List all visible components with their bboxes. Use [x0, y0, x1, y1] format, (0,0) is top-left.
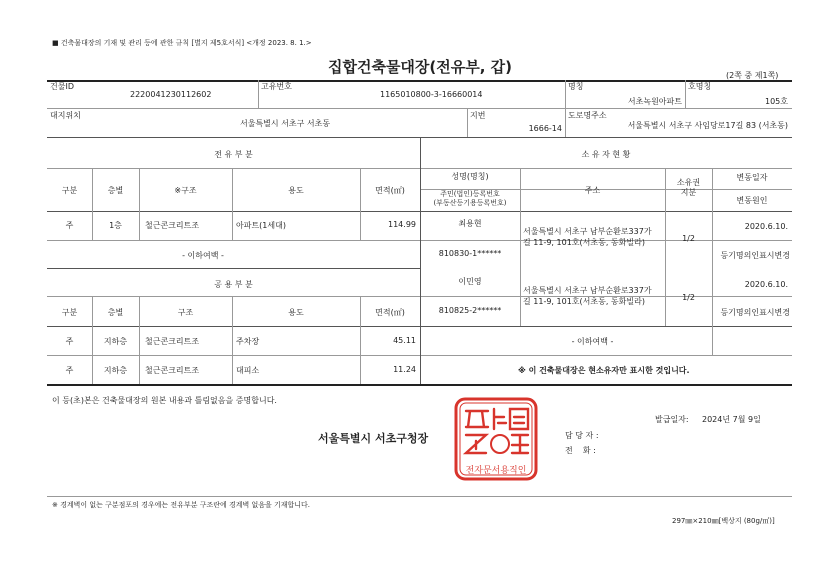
- col-floor: 층별: [107, 186, 124, 195]
- name-label: 명칭: [568, 82, 584, 91]
- owner-address: 서울특별시 서초구 남부순환로337가 길 11-9, 101호(서초동, 동화빌라): [523, 286, 652, 306]
- blank-marker: - 이하여백 -: [571, 337, 614, 346]
- table-row-floor: 지하층: [103, 337, 128, 346]
- road-address: 서울특별시 서초구 사임당로17길 83 (서초동): [627, 121, 788, 130]
- table-row-structure: 철근콘크리트조: [145, 337, 200, 346]
- building-name: 서초녹원아파트: [627, 97, 682, 106]
- col-change-date: 변동일자: [736, 173, 768, 182]
- col-divider: [258, 80, 259, 108]
- exclusive-section-label: 전 유 부 분: [214, 150, 253, 159]
- building-id-label: 건물ID: [50, 82, 74, 91]
- table-row-use: 주차장: [236, 337, 260, 346]
- owner-regno: 810825-2******: [438, 306, 502, 315]
- table-row-kind: 주: [65, 221, 74, 230]
- col-structure: 구조: [177, 308, 194, 317]
- blank-marker: - 이하여백 -: [182, 251, 224, 260]
- official-seal: [454, 397, 538, 481]
- row-divider: [712, 189, 792, 190]
- col-area: 면적(㎡): [375, 308, 405, 317]
- site-label: 대지위치: [50, 111, 81, 120]
- col-owner-name: 성명(명칭): [451, 172, 489, 181]
- col-divider: [467, 108, 468, 137]
- unit-name-label: 호명칭: [688, 82, 712, 91]
- building-id: 2220041230112602: [130, 90, 212, 99]
- table-row-area: 11.24: [393, 365, 416, 374]
- table-row-kind: 주: [65, 337, 74, 346]
- owner-change-reason: 등기명의인표시변경: [720, 251, 790, 260]
- table-row-area: 45.11: [393, 336, 416, 345]
- table-row-floor: 지하층: [103, 366, 128, 375]
- owner-share: 1/2: [682, 234, 695, 243]
- phone-label: 전 화 :: [565, 446, 596, 455]
- owner-address: 서울특별시 서초구 남부순환로337가 길 11-9, 101호(서초동, 동화빌라): [523, 227, 652, 247]
- col-divider: [685, 80, 686, 108]
- table-row-kind: 주: [65, 366, 74, 375]
- table-row-structure: 철근콘크리트조: [145, 221, 200, 230]
- table-bottom-border: [47, 384, 792, 386]
- svg-text:전자문서용직인: 전자문서용직인: [465, 466, 527, 476]
- table-top-border: [47, 80, 792, 82]
- col-change-reason: 변동원인: [736, 196, 768, 205]
- issue-date-label: 발급일자:: [655, 415, 689, 424]
- col-divider: [360, 168, 361, 240]
- col-divider: [139, 168, 140, 240]
- owner-regno: 810830-1******: [438, 249, 502, 258]
- owner-change-reason: 등기명의인표시변경: [720, 308, 790, 317]
- contact-label: 담 당 자 :: [565, 431, 599, 440]
- row-divider: [47, 296, 420, 297]
- owner-share: 1/2: [682, 293, 695, 302]
- unit-name: 105호: [765, 97, 788, 106]
- owner-change-date: 2020.6.10.: [744, 222, 788, 231]
- issuer-name: 서울특별시 서초구청장: [318, 432, 429, 445]
- col-divider: [565, 108, 566, 137]
- col-use: 용도: [288, 308, 304, 317]
- table-row-use: 아파트(1세대): [236, 221, 286, 230]
- col-owner-address: 주소: [584, 186, 601, 195]
- col-floor: 층별: [107, 308, 124, 317]
- owner-name: 이민영: [458, 277, 482, 286]
- owner-name: 최용현: [458, 219, 482, 228]
- site-address: 서울특별시 서초구 서초동: [240, 119, 331, 128]
- form-reference-note: ■ 건축물대장의 기재 및 관리 등에 관한 규칙 [별지 제5호서식] <개정 2023. 8. 1.>: [52, 39, 312, 47]
- table-row-structure: 철근콘크리트조: [145, 366, 200, 375]
- paper-spec: 297㎜×210㎜[백상지 (80g/㎡)]: [672, 517, 775, 525]
- owner-change-date: 2020.6.10.: [744, 280, 788, 289]
- col-area: 면적(㎡): [375, 186, 405, 195]
- page-info: (2쪽 중 제1쪽): [726, 71, 779, 80]
- row-divider: [47, 108, 792, 109]
- unique-no-label: 고유번호: [261, 82, 292, 91]
- table-row-area: 114.99: [388, 220, 416, 229]
- common-section-label: 공 용 부 분: [214, 280, 253, 289]
- footer-divider: [47, 496, 792, 497]
- seal-icon: [454, 397, 538, 481]
- col-owner-share: 소유권 지분: [676, 178, 701, 197]
- col-structure: ※구조: [174, 186, 197, 195]
- col-owner-regno: 주민(법인)등록번호 (부동산등기용등록번호): [433, 190, 507, 207]
- col-kind: 구분: [61, 186, 78, 195]
- col-use: 용도: [288, 186, 304, 195]
- owner-section-label: 소 유 자 현 황: [581, 150, 631, 159]
- document-title: 집합건축물대장(전유부, 갑): [327, 58, 513, 76]
- issue-date: 2024년 7월 9일: [702, 415, 761, 424]
- lot-number: 1666-14: [528, 124, 562, 133]
- col-divider: [232, 168, 233, 240]
- footer-note: ※ 경계벽이 없는 구분점포의 경우에는 전유부분 구조란에 경계벽 없음을 기재합니다.: [52, 501, 311, 509]
- unique-no: 1165010800-3-16660014: [380, 90, 483, 99]
- lot-label: 지번: [470, 111, 486, 120]
- certification-text: 이 등(초)본은 건축물대장의 원본 내용과 틀림없음을 증명합니다.: [52, 396, 277, 405]
- road-label: 도로명주소: [568, 111, 607, 120]
- table-row-use: 대피소: [236, 366, 260, 375]
- row-divider: [47, 268, 420, 269]
- table-row-floor: 1층: [109, 221, 122, 230]
- col-kind: 구분: [61, 308, 78, 317]
- owner-notice: ※ 이 건축물대장은 현소유자만 표시한 것입니다.: [518, 366, 690, 375]
- col-divider: [565, 80, 566, 108]
